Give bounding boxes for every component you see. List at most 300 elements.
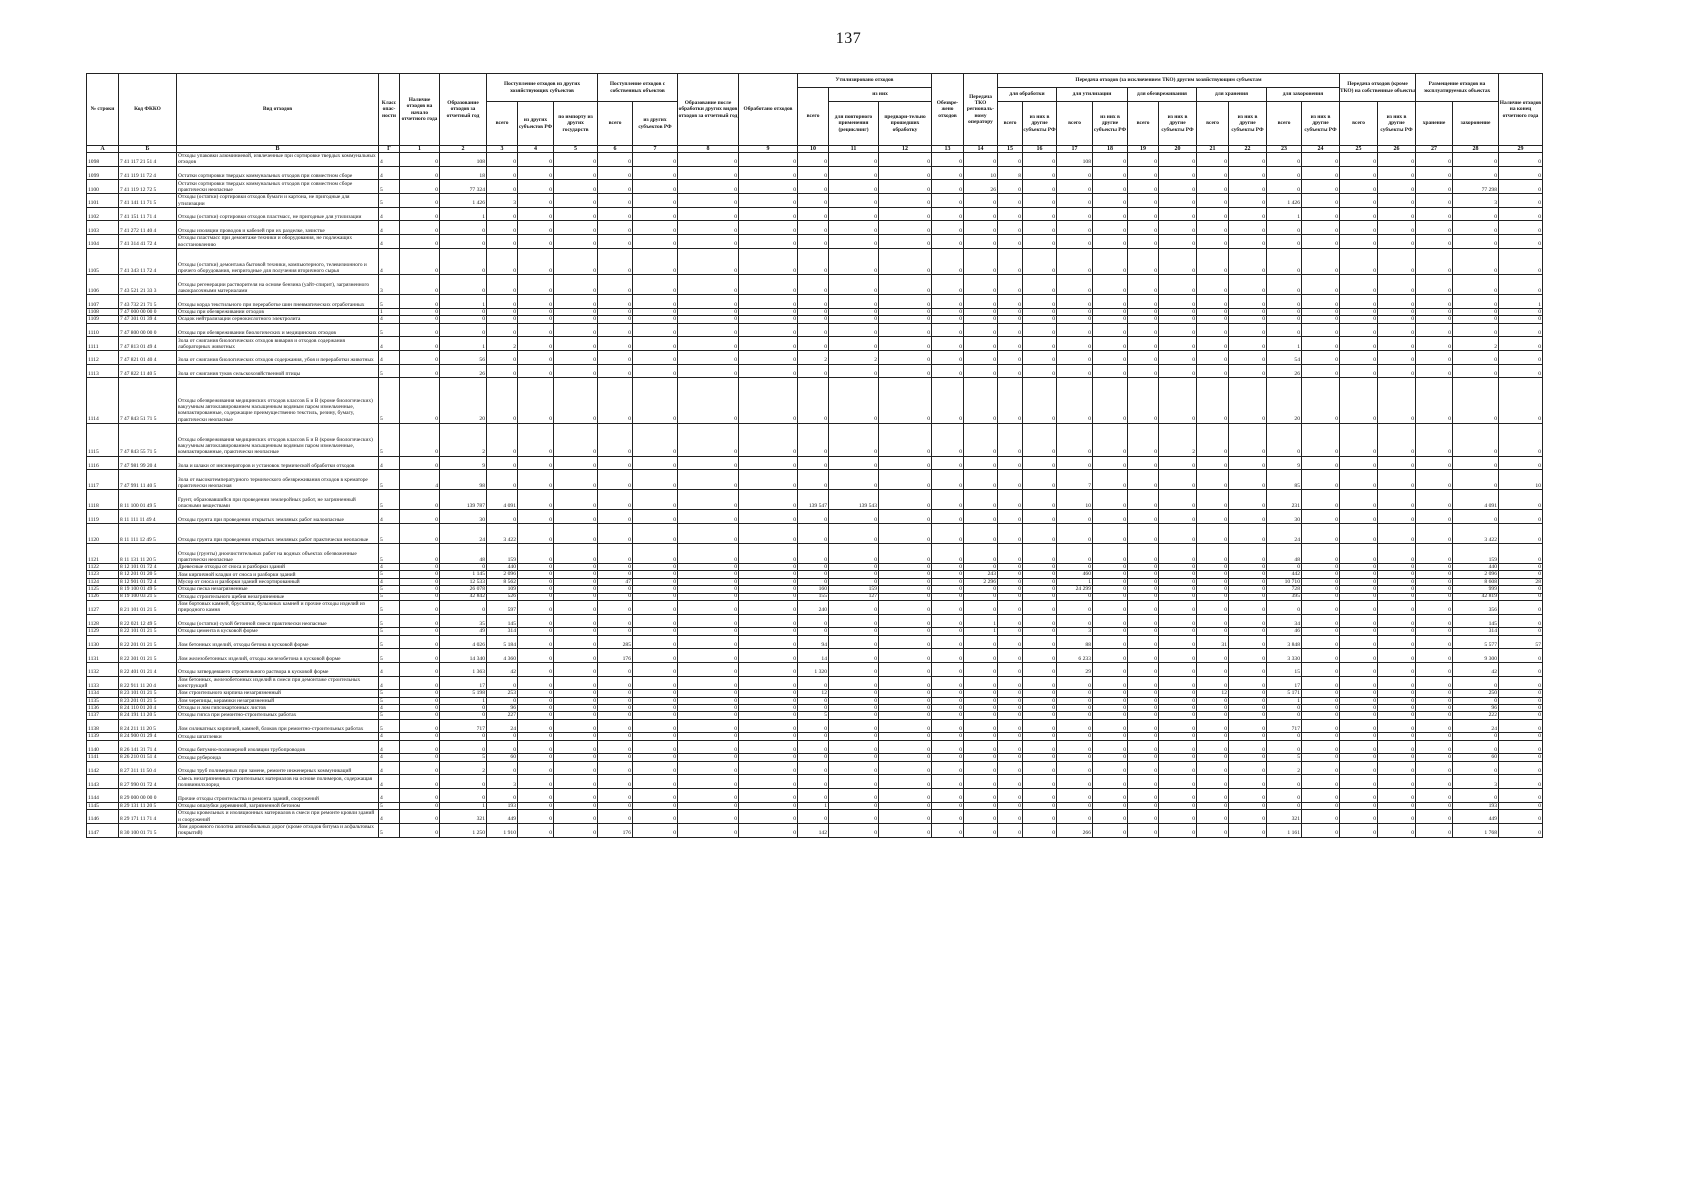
value-cell: 0 [400,600,440,614]
value-cell: 0 [829,544,879,564]
value-cell: 0 [998,337,1023,351]
value-cell: 5 198 [440,690,487,697]
value-cell: 0 [1499,207,1543,221]
waste-name: Отходы шпатлевки [177,733,379,740]
value-cell: 0 [554,180,598,194]
header-tko-operator: Передача ТКО региональ-ному оператору [964,74,998,146]
value-cell: 0 [964,754,998,761]
value-cell: 0 [598,207,633,221]
value-cell: 0 [964,456,998,470]
value-cell: 0 [1229,248,1267,274]
value-cell: 0 [678,649,739,663]
value-cell: 0 [1499,733,1543,740]
value-cell: 0 [518,295,554,309]
value-cell: 0 [932,180,964,194]
table-row [87,295,1543,309]
header-storage-rf: из них в другие субъекты РФ [1229,102,1267,146]
value-cell: 0 [739,524,798,544]
value-cell: 0 [518,166,554,180]
value-cell: 0 [633,754,678,761]
hazard-class: 4 [379,761,400,775]
value-cell: 0 [1023,802,1057,809]
value-cell: 0 [879,180,932,194]
value-cell: 0 [1229,316,1267,323]
value-cell: 0 [400,524,440,544]
value-cell: 0 [1340,662,1378,676]
row-number: 1125 [87,586,119,593]
value-cell: 0 [1229,470,1267,490]
value-cell: 0 [1057,544,1093,564]
waste-name: Зола и шлаки от инсинераторов и установок термической обработки отходов [177,456,379,470]
waste-name: Отходы обезвреживания медицинских отходов классов Б и В (кроме биологических) вакуумным автоклавированием насыщенным водяным паром измельченные, компактированные, практически неопасные [177,423,379,456]
value-cell: 0 [1453,295,1499,309]
value-cell: 0 [1093,810,1128,824]
value-cell: 0 [400,705,440,712]
value-cell: 4 360 [487,649,518,663]
header-utilization-rf: из них в другие субъекты РФ [1093,102,1128,146]
value-cell: 442 [1267,571,1302,578]
hazard-class: 5 [379,593,400,600]
value-cell: 0 [1023,490,1057,510]
value-cell: 0 [1197,470,1229,490]
value-cell: 0 [829,712,879,719]
value-cell: 0 [1197,697,1229,704]
value-cell: 0 [1267,316,1302,323]
value-cell: 0 [1302,662,1340,676]
value-cell: 0 [998,733,1023,740]
row-number: 1134 [87,690,119,697]
value-cell: 0 [1378,802,1416,809]
value-cell: 0 [400,690,440,697]
column-index: 3 [487,146,518,153]
value-cell: 0 [554,676,598,690]
value-cell: 0 [400,823,440,837]
value-cell: 0 [1416,690,1453,697]
value-cell: 0 [964,316,998,323]
value-cell: 0 [1416,676,1453,690]
value-cell: 0 [932,235,964,249]
value-cell: 0 [400,635,440,649]
value-cell: 1 [1267,697,1302,704]
value-cell: 0 [1302,593,1340,600]
value-cell: 0 [1093,153,1128,167]
value-cell: 0 [1499,221,1543,235]
value-cell: 0 [518,789,554,803]
value-cell: 0 [554,456,598,470]
value-cell: 0 [1302,810,1340,824]
value-cell: 0 [932,662,964,676]
value-cell: 0 [400,733,440,740]
hazard-class: 4 [379,754,400,761]
header-burial-rf: из них в другие субъекты РФ [1302,102,1340,146]
table-row [87,235,1543,249]
value-cell: 0 [1197,586,1229,593]
value-cell: 0 [964,153,998,167]
value-cell: 20 [440,378,487,423]
value-cell: 0 [998,378,1023,423]
fkko-code: 8 12 201 01 20 5 [119,571,177,578]
value-cell: 0 [1057,775,1093,789]
value-cell: 0 [678,275,739,295]
value-cell: 0 [518,248,554,274]
hazard-class: 4 [379,775,400,789]
value-cell: 0 [633,761,678,775]
value-cell: 0 [633,308,678,315]
value-cell: 30 [440,510,487,524]
table-row [87,510,1543,524]
value-cell: 0 [879,544,932,564]
value-cell: 0 [1499,600,1543,614]
value-cell: 0 [829,690,879,697]
value-cell: 0 [633,364,678,378]
value-cell: 0 [739,337,798,351]
value-cell: 0 [487,235,518,249]
value-cell: 0 [1159,740,1197,754]
value-cell: 243 [964,571,998,578]
value-cell: 0 [400,649,440,663]
value-cell: 0 [1057,456,1093,470]
value-cell: 0 [554,207,598,221]
value-cell: 0 [598,524,633,544]
value-cell: 0 [487,275,518,295]
value-cell: 0 [633,235,678,249]
value-cell: 0 [879,754,932,761]
value-cell: 0 [1197,308,1229,315]
value-cell: 0 [1499,456,1543,470]
value-cell: 0 [1093,823,1128,837]
value-cell: 0 [879,337,932,351]
value-cell: 2 [798,351,829,365]
value-cell: 0 [932,564,964,571]
value-cell: 0 [1159,676,1197,690]
value-cell: 0 [633,207,678,221]
value-cell: 0 [1302,754,1340,761]
value-cell: 0 [1340,524,1378,544]
value-cell: 0 [998,578,1023,585]
column-index: 26 [1378,146,1416,153]
hazard-class: 3 [379,275,400,295]
value-cell: 3 422 [487,524,518,544]
value-cell: 0 [633,823,678,837]
value-cell: 159 [1453,544,1499,564]
value-cell: 0 [1159,754,1197,761]
value-cell: 0 [1093,207,1128,221]
value-cell: 0 [932,578,964,585]
value-cell: 0 [554,221,598,235]
value-cell: 0 [633,544,678,564]
value-cell: 0 [1267,789,1302,803]
value-cell: 0 [678,180,739,194]
value-cell: 0 [1340,733,1378,740]
value-cell: 0 [400,614,440,628]
value-cell: 0 [1378,733,1416,740]
value-cell: 0 [1159,564,1197,571]
value-cell: 0 [554,295,598,309]
table-row [87,207,1543,221]
header-utilized: Утилизировано отходов [798,74,932,88]
value-cell: 0 [1093,524,1128,544]
value-cell: 2 [440,761,487,775]
value-cell: 0 [879,323,932,337]
value-cell: 0 [1499,194,1543,208]
value-cell: 0 [998,593,1023,600]
value-cell: 0 [1453,423,1499,456]
value-cell: 0 [798,810,829,824]
value-cell: 0 [1453,221,1499,235]
value-cell: 0 [932,649,964,663]
value-cell: 0 [1416,775,1453,789]
value-cell: 0 [798,719,829,733]
value-cell: 0 [1499,697,1543,704]
waste-name: Зола от сжигания биологических отходов содержания, убоя и переработки животных [177,351,379,365]
value-cell: 0 [678,775,739,789]
value-cell: 0 [1302,470,1340,490]
value-cell: 0 [1159,635,1197,649]
value-cell: 0 [798,221,829,235]
value-cell: 0 [518,456,554,470]
value-cell: 0 [1197,166,1229,180]
value-cell: 0 [739,544,798,564]
row-number: 1102 [87,207,119,221]
hazard-class: 4 [379,166,400,180]
value-cell: 0 [1057,378,1093,423]
value-cell: 0 [1057,740,1093,754]
value-cell: 285 [598,635,633,649]
row-number: 1137 [87,712,119,719]
value-cell: 0 [400,235,440,249]
value-cell: 0 [598,510,633,524]
value-cell: 321 [440,810,487,824]
value-cell: 0 [1093,316,1128,323]
value-cell: 0 [1416,754,1453,761]
value-cell: 0 [1128,823,1159,837]
value-cell: 0 [400,153,440,167]
value-cell: 0 [678,221,739,235]
value-cell: 0 [1128,207,1159,221]
value-cell: 0 [1453,676,1499,690]
value-cell: 0 [518,593,554,600]
value-cell: 0 [1229,221,1267,235]
value-cell: 18 [440,166,487,180]
row-number: 1110 [87,323,119,337]
fkko-code: 7 41 119 11 72 4 [119,166,177,180]
value-cell: 0 [1267,248,1302,274]
value-cell: 0 [1159,544,1197,564]
value-cell: 0 [1023,564,1057,571]
value-cell: 0 [1378,635,1416,649]
fkko-code: 8 22 301 01 21 5 [119,649,177,663]
value-cell: 0 [1159,823,1197,837]
value-cell: 0 [1159,364,1197,378]
value-cell: 0 [1453,235,1499,249]
value-cell: 0 [598,705,633,712]
value-cell: 0 [1093,578,1128,585]
value-cell: 0 [1302,337,1340,351]
value-cell: 0 [633,470,678,490]
value-cell: 0 [998,470,1023,490]
value-cell: 0 [1057,207,1093,221]
waste-name: Отходы битумно-полимерной изоляции трубопроводов [177,740,379,754]
column-index: 11 [829,146,879,153]
value-cell: 0 [879,740,932,754]
value-cell: 0 [1197,337,1229,351]
value-cell: 0 [678,823,739,837]
value-cell: 0 [739,754,798,761]
value-cell: 26 [964,180,998,194]
value-cell: 0 [998,823,1023,837]
header-row-number: № строки [87,74,119,146]
value-cell: 0 [998,649,1023,663]
value-cell: 0 [798,564,829,571]
value-cell: 0 [400,351,440,365]
value-cell: 0 [598,733,633,740]
value-cell: 0 [1093,351,1128,365]
value-cell: 0 [1229,705,1267,712]
value-cell: 0 [1159,235,1197,249]
value-cell: 0 [739,153,798,167]
waste-name: Отходы гипса при ремонтно-строительных работах [177,712,379,719]
waste-name: Лом кирпичной кладки от сноса и разборки зданий [177,571,379,578]
value-cell: 0 [1229,180,1267,194]
hazard-class: 5 [379,697,400,704]
value-cell: 0 [633,719,678,733]
value-cell: 30 [1267,510,1302,524]
value-cell: 0 [964,697,998,704]
value-cell: 0 [1416,614,1453,628]
value-cell: 0 [633,564,678,571]
hazard-class: 4 [379,351,400,365]
fkko-code: 7 47 843 51 71 5 [119,378,177,423]
value-cell: 0 [964,235,998,249]
value-cell: 2 296 [964,578,998,585]
value-cell: 0 [518,308,554,315]
value-cell: 0 [400,423,440,456]
table-row [87,705,1543,712]
value-cell: 0 [1340,378,1378,423]
value-cell: 0 [829,470,879,490]
value-cell: 0 [1453,153,1499,167]
value-cell: 1 [964,614,998,628]
value-cell: 0 [1197,423,1229,456]
value-cell: 0 [678,564,739,571]
value-cell: 0 [798,705,829,712]
table-row [87,600,1543,614]
waste-report-table [86,73,1543,838]
value-cell: 0 [1378,697,1416,704]
value-cell: 0 [554,719,598,733]
value-cell: 0 [879,490,932,510]
value-cell: 0 [964,586,998,593]
value-cell: 0 [518,351,554,365]
row-number: 1107 [87,295,119,309]
value-cell: 0 [1229,571,1267,578]
value-cell: 0 [739,295,798,309]
value-cell: 0 [1229,761,1267,775]
value-cell: 0 [1340,810,1378,824]
value-cell: 0 [1229,635,1267,649]
value-cell: 0 [554,614,598,628]
value-cell: 0 [1197,456,1229,470]
value-cell: 0 [633,510,678,524]
waste-name: Лом бортовых камней, брусчатки, булыжных камней и прочие отходы изделий из природного камня [177,600,379,614]
value-cell: 0 [1159,810,1197,824]
value-cell: 314 [1453,628,1499,635]
row-number: 1139 [87,733,119,740]
value-cell: 0 [879,364,932,378]
value-cell: 0 [1128,578,1159,585]
value-cell: 0 [829,221,879,235]
value-cell: 0 [1416,524,1453,544]
value-cell: 35 [440,614,487,628]
value-cell: 0 [964,378,998,423]
value-cell: 0 [964,323,998,337]
value-cell: 0 [1453,364,1499,378]
header-utilized-total: всего [798,88,829,146]
value-cell: 0 [1023,662,1057,676]
table-row [87,153,1543,167]
header-processed: Обработано отходов [739,74,798,146]
value-cell: 1 [798,802,829,809]
value-cell: 0 [518,235,554,249]
header-received-total: всего [487,102,518,146]
hazard-class: 4 [379,207,400,221]
waste-name: Смесь незагрязненных строительных материалов на основе полимеров, содержащая поливинилхлорид [177,775,379,789]
value-cell: 0 [1453,316,1499,323]
value-cell: 0 [1453,740,1499,754]
value-cell: 0 [1023,649,1057,663]
value-cell: 0 [1302,248,1340,274]
value-cell: 0 [1057,221,1093,235]
value-cell: 0 [400,628,440,635]
value-cell: 0 [998,571,1023,578]
value-cell: 0 [1378,166,1416,180]
value-cell: 0 [1197,180,1229,194]
value-cell: 0 [1023,207,1057,221]
value-cell: 0 [1023,571,1057,578]
value-cell: 0 [1128,337,1159,351]
value-cell: 314 [487,628,518,635]
row-number: 1115 [87,423,119,456]
value-cell: 155 [798,593,829,600]
value-cell: 0 [487,697,518,704]
column-index: 6 [598,146,633,153]
value-cell: 2 096 [1453,571,1499,578]
value-cell: 0 [678,635,739,649]
value-cell: 0 [932,705,964,712]
value-cell: 26 [440,364,487,378]
value-cell: 0 [829,378,879,423]
value-cell: 0 [1378,510,1416,524]
value-cell: 0 [879,705,932,712]
value-cell: 1 [440,802,487,809]
value-cell: 0 [1023,470,1057,490]
value-cell: 0 [554,153,598,167]
value-cell: 0 [400,490,440,510]
value-cell: 7 [1057,470,1093,490]
value-cell: 0 [1128,705,1159,712]
value-cell: 0 [633,775,678,789]
value-cell: 0 [1023,544,1057,564]
value-cell: 0 [440,740,487,754]
value-cell: 0 [1128,719,1159,733]
value-cell: 0 [1023,754,1057,761]
value-cell: 56 [440,351,487,365]
value-cell: 0 [1416,153,1453,167]
row-number: 1141 [87,754,119,761]
value-cell: 0 [1128,810,1159,824]
value-cell: 142 [798,823,829,837]
value-cell: 0 [554,635,598,649]
